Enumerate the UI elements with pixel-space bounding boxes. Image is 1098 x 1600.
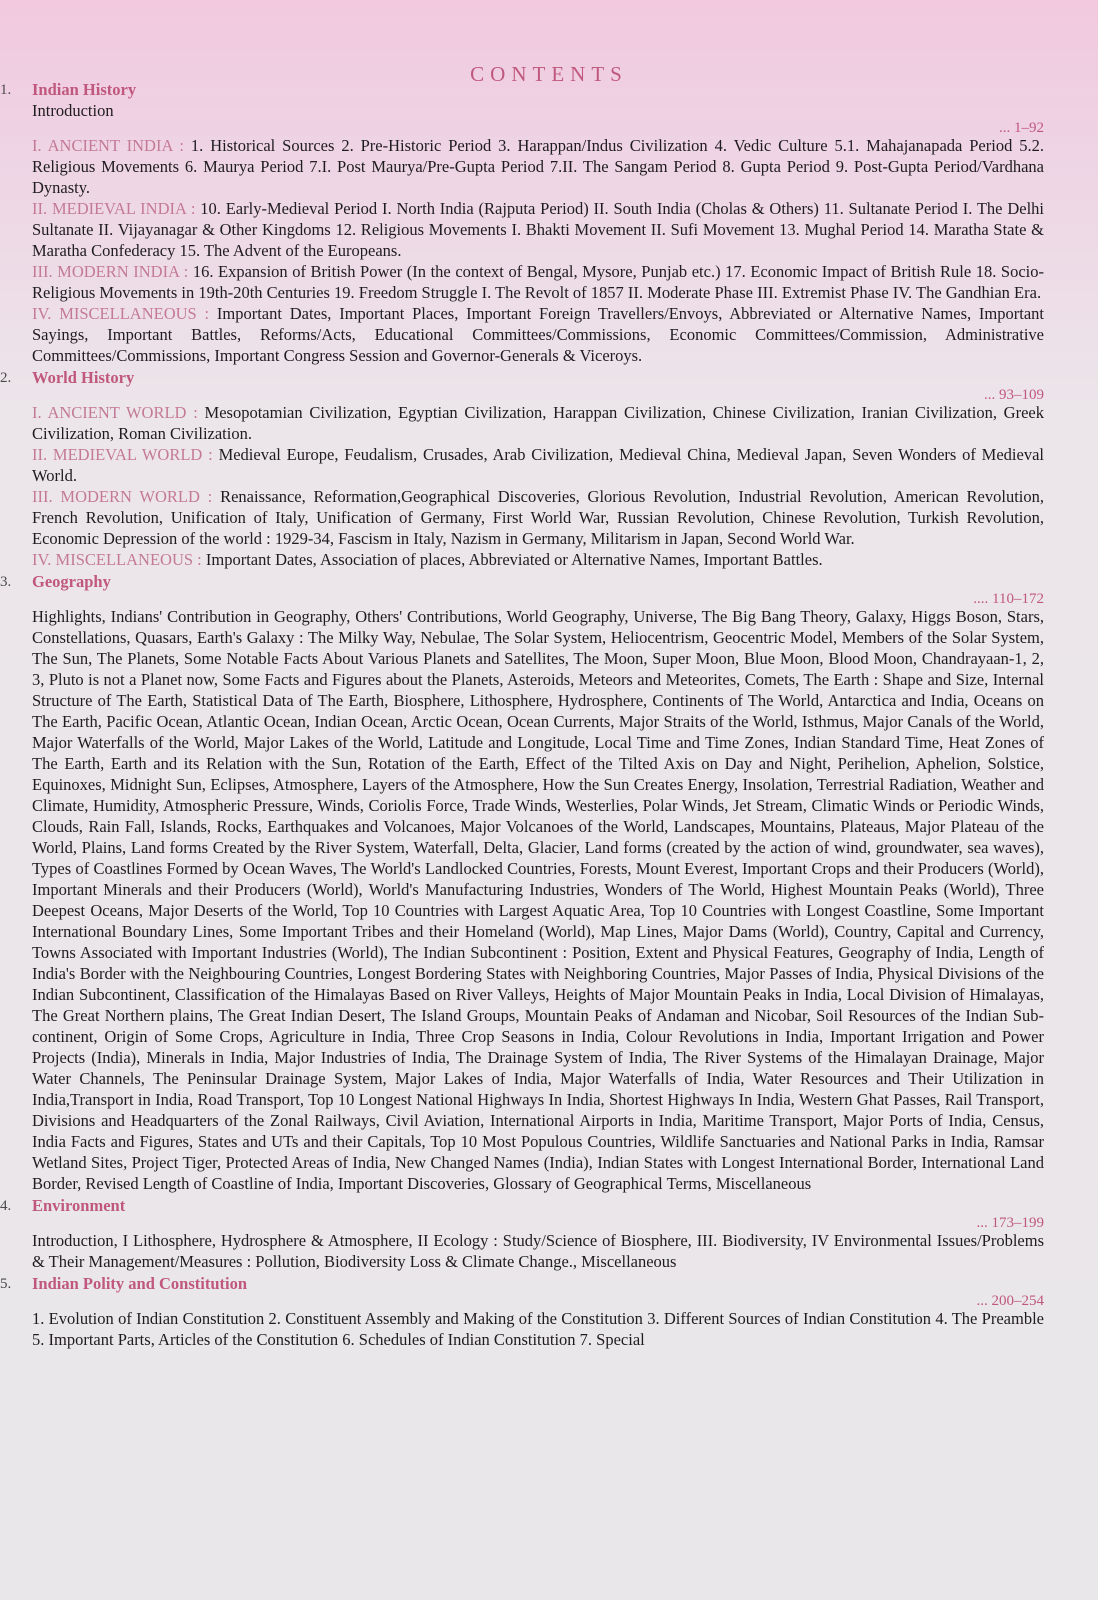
section-part: [24, 402, 1044, 444]
section-part: [24, 606, 1044, 1194]
section-part: [24, 1308, 1044, 1350]
page-range: ... 200–254: [976, 1293, 1044, 1309]
section-number: 3.: [0, 574, 12, 590]
section-part: [24, 549, 1044, 570]
section-number: 5.: [0, 1276, 12, 1292]
page-title: CONTENTS: [470, 62, 628, 86]
part-label: I. ANCIENT INDIA :: [32, 136, 191, 155]
section-indian-history: [0, 80, 1045, 366]
page-range: ... 1–92: [999, 120, 1044, 136]
section-title[interactable]: Environment: [32, 1196, 126, 1215]
part-text: Important Dates, Important Places, Important Foreign Travellers/Envoys, Abbreviated or Alternative Names, Important Sayings, Important Battles, Reforms/Acts, Educational Committees/Commissions, Economic Committees/Commission, Administrative Committees/Commissions, Important Congress Session and Governor-Generals & Viceroys.: [32, 304, 1044, 365]
page-range: .... 110–172: [973, 591, 1044, 607]
part-text: Renaissance, Reformation,Geographical Discoveries, Glorious Revolution, Industrial Revolution, American Revolution, French Revolution, Unification of Italy, Unification of Germany, First World War, Russian Revolution, Chinese Revolution, Turkish Revolution, Economic Depression of the world : 1929-34, Fascism in Italy, Nazism in Germany, Militarism in Japan, Second World War.: [32, 487, 1045, 548]
section-part: [24, 303, 1044, 366]
part-label: IV. MISCELLANEOUS :: [32, 304, 217, 323]
section-title[interactable]: Geography: [32, 572, 111, 591]
part-text: 1. Evolution of Indian Constitution 2. Constituent Assembly and Making of the Constitution 3. Different Sources of Indian Constitution 4. The Preamble 5. Important Parts, Articles of the Constitution 6. Schedules of Indian Constitution 7. Special: [32, 1309, 1044, 1349]
part-label: II. MEDIEVAL WORLD :: [32, 445, 219, 464]
section-part: [24, 486, 1044, 549]
section-intro: Introduction: [32, 101, 114, 120]
part-label: II. MEDIEVAL INDIA :: [32, 199, 201, 218]
part-text: Highlights, Indians' Contribution in Geography, Others' Contributions, World Geography, Universe, The Big Bang Theory, Galaxy, Higgs Boson, Stars, Constellations, Quasars, Earth's Galaxy : The Milky Way, Nebulae, The Solar System, Heliocentrism, Geocentric Model, Members of the Solar System, The Sun, The Planets, Some Notable Facts About Various Planets and Satellites, The Moon, Super Moon, Blue Moon, Blood Moon, Chandrayaan-1, 2, 3, Pluto is not a Planet now, Some Facts and Figures about the Planets, Asteroids, Meteors and Meteorites, Comets, The Earth : Shape and Size, Internal Structure of The Earth, Statistical Data of The Earth, Biosphere, Lithosphere, Hydrosphere, Continents of The World, Antarctica and India, Oceans on The Earth, Pacific Ocean, Atlantic Ocean, Indian Ocean, Arctic Ocean, Ocean Currents, Major Straits of the World, Isthmus, Major Canals of the World, Major Waterfalls of the World, Major Lakes of the World, Latitude and Longitude, Local Time and Time Zones, Indian Standard Time, Heat Zones of The Earth, Earth and its Relation with the Sun, Rotation of the Earth, Effect of the Tilted Axis on Day and Night, Perihelion, Aphelion, Solstice, Equinoxes, Midnight Sun, Eclipses, Atmosphere, Layers of the Atmosphere, How the Sun Creates Energy, Insolation, Terrestrial Radiation, Weather and Climate, Humidity, Atmospheric Pressure, Winds, Coriolis Force, Trade Winds, Westerlies, Polar Winds, Jet Stream, Climatic Winds or Periodic Winds, Clouds, Rain Fall, Islands, Rocks, Earthquakes and Volcanoes, Major Volcanoes of the World, Landscapes, Mountains, Plateaus, Major Plateau of the World, Plains, Land forms Created by the River System, Waterfall, Delta, Glacier, Land forms (created by the action of wind, groundwater, sea waves), Types of Coastlines Formed by Ocean Waves, The World's Landlocked Countries, Forests, Mount Everest, Important Crops and their Producers (World), Important Minerals and their Producers (World), World's Manufacturing Industries, Wonders of The World, Highest Mountain Peaks (World), Three Deepest Oceans, Major Deserts of the World, Top 10 Countries with Largest Aquatic Area, Top 10 Countries with Longest Coastline, Some Important International Boundary Lines, Some Important Tribes and their Homeland (World), Map Lines, Major Dams (World), Country, Capital and Currency, Towns Associated with Important Industries (World), The Indian Subcontinent : Position, Extent and Physical Features, Geography of India, Length of India's Border with the Neighbouring Countries, Longest Bordering States with Neighboring Countries, Major Passes of India, Physical Divisions of the Indian Subcontinent, Classification of the Himalayas Based on River Valleys, Heights of Major Mountain Peaks in India, Local Division of Himalayas, The Great Northern plains, The Great Indian Desert, The Island Groups, Mountain Peaks of Andaman and Nicobar, Soil Resources of the Indian Sub-continent, Origin of Some Crops, Agriculture in India, Three Crop Seasons in India, Colour Revolutions in India, Important Irrigation and Power Projects (India), Minerals in India, Major Industries of India, The Drainage System of India, The River Systems of the Himalayan Drainage, Major Water Channels, The Peninsular Drainage System, Major Lakes of India, Major Waterfalls of India, Water Resources and Their Utilization in India,Transport in India, Road Transport, Top 10 Longest National Highways In India, Shortest Highways In India, Western Ghat Passes, Rail Transport, Divisions and Headquarters of the Zonal Railways, Civil Aviation, International Airports in India, Maritime Transport, Major Ports of India, Census, India Facts and Figures, States and UTs and their Capitals, Top 10 Most Populous Countries, Wildlife Sanctuaries and National Parks in India, Ramsar Wetland Sites, Project Tiger, Protected Areas of India, New Changed Names (India), Indian States with Longest International Border, International Land Border, Revised Length of Coastline of India, Important Discoveries, Glossary of Geographical Terms, Miscellaneous: [32, 607, 1044, 1193]
page-range: ... 93–109: [984, 387, 1044, 403]
part-label: I. ANCIENT WORLD :: [32, 403, 205, 422]
section-number: 1.: [0, 82, 12, 98]
section-world-history: [0, 368, 1045, 570]
part-label: III. MODERN INDIA :: [32, 262, 193, 281]
part-label: III. MODERN WORLD :: [32, 487, 221, 506]
section-number: 2.: [0, 370, 12, 386]
section-geography: [0, 572, 1044, 1194]
part-text: 10. Early-Medieval Period I. North India (Rajputa Period) II. South India (Cholas & Others) 11. Sultanate Period I. The Delhi Sultanate II. Vijayanagar & Other Kingdoms 12. Religious Movements I. Bhakti Movement II. Sufi Movement 13. Mughal Period 14. Maratha State & Maratha Confederacy 15. The Advent of the Europeans.: [32, 199, 1044, 260]
part-text: Medieval Europe, Feudalism, Crusades, Arab Civilization, Medieval China, Medieval Japan, Seven Wonders of Medieval World.: [32, 445, 1044, 485]
section-title[interactable]: World History: [32, 368, 135, 387]
part-text: 16. Expansion of British Power (In the context of Bengal, Mysore, Punjab etc.) 17. Economic Impact of British Rule 18. Socio-Religious Movements in 19th-20th Centuries 19. Freedom Struggle I. The Revolt of 1857 II. Moderate Phase III. Extremist Phase IV. The Gandhian Era.: [32, 262, 1044, 302]
section-part: [24, 135, 1044, 198]
page-range: ... 173–199: [976, 1215, 1044, 1231]
contents-list: [0, 80, 1045, 1352]
section-part: [24, 444, 1044, 486]
section-part: [24, 198, 1044, 261]
section-number: 4.: [0, 1198, 12, 1214]
part-text: Mesopotamian Civilization, Egyptian Civilization, Harappan Civilization, Chinese Civilization, Iranian Civilization, Greek Civilization, Roman Civilization.: [32, 403, 1044, 443]
part-label: IV. MISCELLANEOUS :: [32, 550, 206, 569]
section-indian-polity: [0, 1274, 1044, 1350]
section-title[interactable]: Indian Polity and Constitution: [32, 1274, 248, 1293]
part-text: 1. Historical Sources 2. Pre-Historic Period 3. Harappan/Indus Civilization 4. Vedic Culture 5.1. Mahajanapada Period 5.2. Religious Movements 6. Maurya Period 7.I. Post Maurya/Pre-Gupta Period 7.II. The Sangam Period 8. Gupta Period 9. Post-Gupta Period/Vardhana Dynasty.: [32, 136, 1045, 197]
section-part: [24, 1230, 1044, 1272]
section-environment: [0, 1196, 1044, 1272]
section-title[interactable]: Indian History: [32, 80, 137, 99]
section-part: [24, 261, 1044, 303]
part-text: Important Dates, Association of places, Abbreviated or Alternative Names, Important Battles.: [205, 550, 823, 569]
part-text: Introduction, I Lithosphere, Hydrosphere & Atmosphere, II Ecology : Study/Science of Biosphere, III. Biodiversity, IV Environmental Issues/Problems & Their Management/Measures : Pollution, Biodiversity Loss & Climate Change., Miscellaneous: [32, 1231, 1044, 1271]
